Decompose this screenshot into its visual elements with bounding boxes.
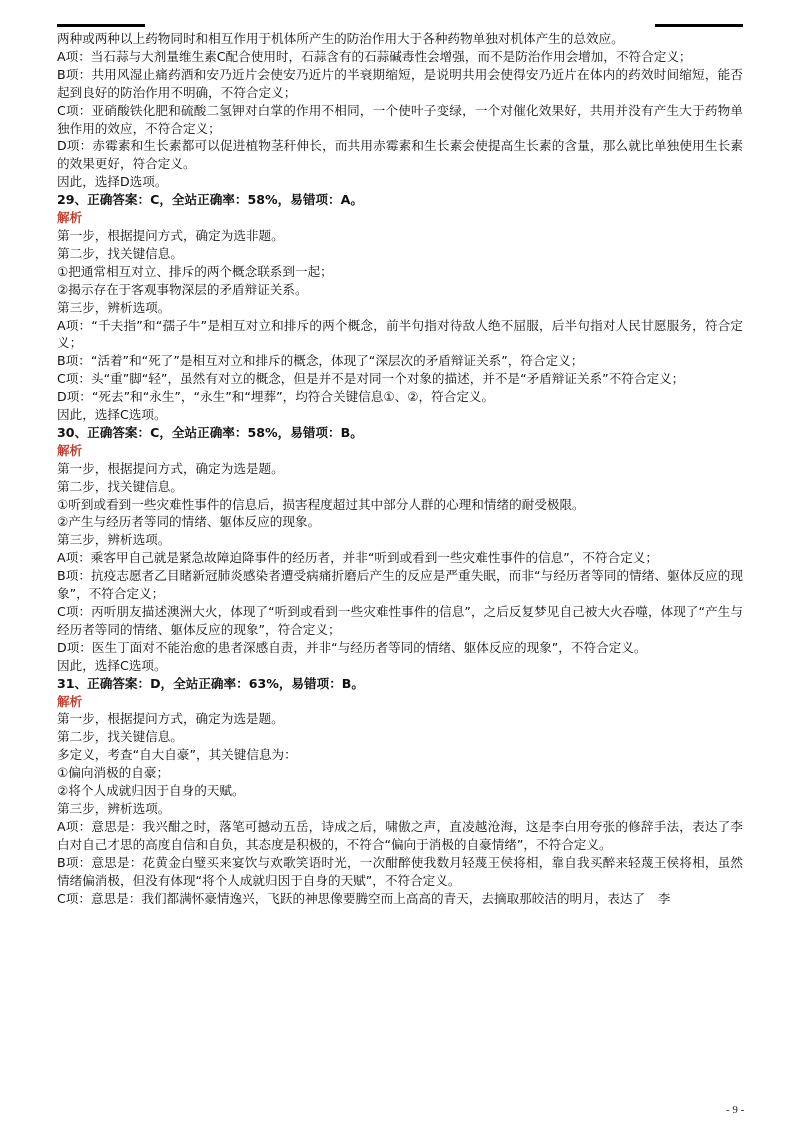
paragraph: ①听到或看到一些灾难性事件的信息后，损害程度超过其中部分人群的心理和情绪的耐受极限。: [57, 496, 585, 512]
paragraph: C项：丙听朋友描述澳洲大火，体现了“听到或看到一些灾难性事件的信息”，之后反复梦见自己被大火吞噬，体现了“产生与经历者等同的情绪、躯体反应的现象”，符合定义；: [57, 604, 743, 637]
paragraph: ①偏向消极的自豪；: [57, 765, 170, 781]
paragraph: 第一步，根据提问方式，确定为选非题。: [57, 227, 284, 243]
paragraph: A项：乘客甲自己就是紧急故障迫降事件的经历者，并非“听到或看到一些灾难性事件的信息”，不符合定义；: [57, 550, 658, 566]
header-rule-right: [655, 24, 743, 27]
paragraph: D项：医生丁面对不能治愈的患者深感自责，并非“与经历者等同的情绪、躯体反应的现象”，不符合定义。: [57, 639, 647, 655]
paragraph: 第二步，找关键信息。: [57, 245, 183, 261]
paragraph: 第三步，辨析选项。: [57, 800, 171, 816]
answer-heading: 29、正确答案：C，全站正确率：58%，易错项：A。: [57, 192, 363, 208]
paragraph: 因此，选择C选项。: [57, 407, 167, 423]
paragraph: C项：头“重”脚“轻”，虽然有对立的概念，但是并不是对同一个对象的描述，并不是“矛盾辩证关系”不符合定义；: [57, 371, 685, 387]
paragraph: 第二步，找关键信息。: [57, 729, 183, 745]
paragraph: ②产生与经历者等同的情绪、躯体反应的现象。: [57, 514, 321, 530]
paragraph: B项：共用风湿止痛药酒和安乃近片会使安乃近片的半衰期缩短，是说明共用会使得安乃近片在体内的药效时间缩短，能否起到良好的防治作用不明确，不符合定义；: [57, 66, 743, 100]
analysis-label: 解析: [57, 693, 83, 709]
analysis-label: 解析: [57, 210, 83, 226]
paragraph: A项：意思是：我兴酣之时，落笔可撼动五岳，诗成之后，啸傲之声，直凌越沧海，这是李白用夸张的修辞手法，表达了李白对自己才思的高度自信和自负，其态度是积极的，不符合“偏向于消极的自豪情绪”，不符合定义。: [57, 818, 743, 852]
paragraph: B项：意思是：花黄金白璧买来宴饮与欢歌笑语时光，一次酣醉使我数月轻蔑王侯将相，靠自我买醉来轻蔑王侯将相，虽然情绪偏消极，但没有体现“将个人成就归因于自身的天赋”，不符合定义。: [57, 854, 743, 888]
paragraph: ①把通常相互对立、排斥的两个概念联系到一起；: [57, 263, 333, 279]
paragraph: B项：抗疫志愿者乙目睹新冠肺炎感染者遭受病痛折磨后产生的反应是严重失眠，而非“与经历者等同的情绪、躯体反应的现象”，不符合定义；: [57, 568, 743, 602]
paragraph: ②揭示存在于客观事物深层的矛盾辩证关系。: [57, 281, 308, 297]
document-body: [57, 30, 743, 907]
analysis-label: 解析: [57, 442, 83, 458]
paragraph: D项：赤霉素和生长素都可以促进植物茎秆伸长，而共用赤霉素和生长素会使提高生长素的含量，那么就比单独使用生长素的效果更好，符合定义。: [57, 138, 743, 172]
paragraph: 因此，选择D选项。: [57, 174, 168, 190]
paragraph: C项：亚硝酸铁化肥和硫酸二氢钾对白掌的作用不相同，一个使叶子变绿，一个对催化效果好，共用并没有产生大于药物单独作用的效应，不符合定义；: [57, 102, 743, 136]
paragraph: A项：当石蒜与大剂量维生素C配合使用时，石蒜含有的石蒜碱毒性会增强，而不是防治作用会增加，不符合定义；: [57, 48, 692, 64]
answer-heading: 30、正确答案：C，全站正确率：58%，易错项：B。: [57, 424, 363, 440]
header-rule-left: [57, 24, 145, 27]
paragraph: 两种或两种以上药物同时和相互作用于机体所产生的防治作用大于各种药物单独对机体产生的总效应。: [57, 31, 624, 46]
paragraph: 第一步，根据提问方式，确定为选是题。: [57, 460, 284, 476]
paragraph: D项：“死去”和“永生”，“永生”和“埋葬”，均符合关键信息①、②，符合定义。: [57, 389, 495, 405]
paragraph: 多定义，考查“自大自豪”，其关键信息为：: [57, 747, 297, 763]
paragraph: C项：意思是：我们都满怀豪情逸兴，飞跃的神思像要腾空而上高高的青天，去摘取那皎洁的明月，表达了 李: [57, 890, 671, 906]
page-number: - 9 -: [726, 1104, 745, 1116]
paragraph: 第一步，根据提问方式，确定为选是题。: [57, 711, 284, 727]
paragraph: 因此，选择C选项。: [57, 657, 167, 673]
paragraph: A项：“千夫指”和“孺子牛”是相互对立和排斥的两个概念，前半句指对待敌人绝不屈服，后半句指对人民甘愿服务，符合定义；: [57, 317, 743, 351]
paragraph: ②将个人成就归因于自身的天赋。: [57, 783, 245, 799]
paragraph: 第二步，找关键信息。: [57, 478, 183, 494]
paragraph: 第三步，辨析选项。: [57, 532, 171, 548]
paragraph: B项：“活着”和“死了”是相互对立和排斥的概念，体现了“深层次的矛盾辩证关系”，符合定义；: [57, 353, 584, 369]
answer-heading: 31、正确答案：D，全站正确率：63%，易错项：B。: [57, 675, 365, 691]
paragraph: 第三步，辨析选项。: [57, 299, 171, 315]
